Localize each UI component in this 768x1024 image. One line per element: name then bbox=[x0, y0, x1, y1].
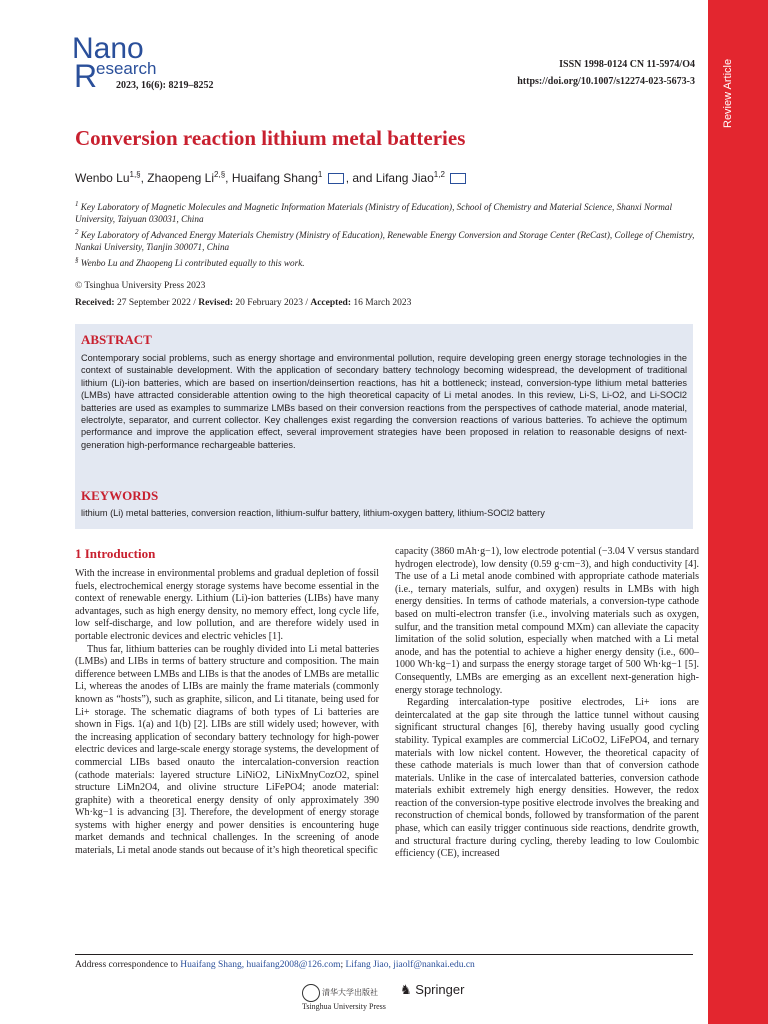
article-dates bbox=[75, 298, 411, 308]
correspondence-name[interactable]: Huaifang Shang bbox=[180, 960, 242, 970]
accepted-date: 16 March 2023 bbox=[350, 298, 412, 308]
issn: ISSN 1998-0124 CN 11-5974/O4 bbox=[559, 59, 695, 70]
journal-logo-research: esearch bbox=[96, 59, 157, 78]
affiliation bbox=[75, 226, 695, 253]
body-column-right bbox=[395, 546, 699, 861]
abstract-heading: ABSTRACT bbox=[81, 332, 152, 347]
affiliation-sup: § bbox=[75, 256, 79, 265]
section-heading: 1 Introduction bbox=[75, 546, 156, 561]
received-date: 27 September 2022 / bbox=[114, 298, 199, 308]
journal-citation: 2023, 16(6): 8219–8252 bbox=[116, 80, 214, 91]
abstract-box bbox=[75, 324, 693, 529]
author-name: Wenbo Lu bbox=[75, 171, 130, 185]
email-icon[interactable] bbox=[328, 173, 344, 184]
article-type-label: Review Article bbox=[722, 58, 734, 128]
affiliation bbox=[75, 254, 695, 269]
correspondence-email[interactable]: , jiaolf@nankai.edu.cn bbox=[388, 960, 475, 970]
keywords-text: lithium (Li) metal batteries, conversion reaction, lithium-sulfur battery, lithium-oxygen battery, lithium-SOCl2 battery bbox=[81, 508, 545, 518]
email-icon[interactable] bbox=[450, 173, 466, 184]
correspondence-footnote bbox=[75, 960, 475, 970]
springer-name: Springer bbox=[415, 982, 465, 997]
correspondence-name[interactable]: Lifang Jiao bbox=[345, 960, 389, 970]
footnote-separator: ; bbox=[340, 960, 346, 970]
correspondence-email[interactable]: , huaifang2008@126.com bbox=[241, 960, 341, 970]
author-sup: 1,2 bbox=[433, 170, 445, 179]
revised-label: Revised: bbox=[198, 298, 234, 308]
journal-logo-nano: Nano bbox=[72, 32, 144, 65]
affiliation-text: Wenbo Lu and Zhaopeng Li contributed equally to this work. bbox=[80, 258, 305, 269]
springer-logo bbox=[400, 982, 464, 998]
doi-link[interactable]: https://doi.org/10.1007/s12274-023-5673-3 bbox=[517, 76, 695, 87]
article-title: Conversion reaction lithium metal batteries bbox=[75, 126, 466, 150]
body-paragraph: With the increase in environmental problems and gradual depletion of fossil fuels, electrochemical energy storage systems have become essential in the context of renewable energy. Lithium (Li)-ion batteries (LIBs) have many advantages, such as high energy density, no memory effect, long cycle life, low self-discharge, and low pollution, and are therefore widely used in portable electronic devices and electric vehicles [1]. bbox=[75, 568, 379, 642]
author-sup: 1,§ bbox=[129, 170, 141, 179]
body-column-left bbox=[75, 546, 379, 858]
author-separator: , bbox=[225, 171, 232, 185]
tsinghua-logo bbox=[302, 984, 392, 1011]
body-paragraph: capacity (3860 mAh·g−1), low electrode potential (−3.04 V versus standard hydrogen electrode), low density (0.59 g·cm−3), and high conductivity [4]. The use of a Li metal anode combined with appropriate cathode materials (i.e., ternary materials, sulfur, and oxygen) results in LMBs with high energy densities. In terms of cathode materials, a conversion-type cathode based on multi-electron transfer (i.e., involving materials such as oxygen, sulfur, and the transition metal compound MXm) can alleviate the capacity limitation of the solid solution, especially when matched with a Li metal anode, and has the potential to achieve a higher energy density (i.e., 600–1000 Wh·kg−1) and surpass the energy storage target of 500 Wh·kg−1 [5]. Consequently, LMBs are emerging as an excellent next-generation high-energy storage technology. bbox=[395, 546, 699, 696]
author-separator: , bbox=[140, 171, 148, 185]
affiliation bbox=[75, 198, 695, 225]
keywords-heading: KEYWORDS bbox=[81, 488, 159, 503]
footnote-divider bbox=[75, 954, 693, 955]
author-separator: , and bbox=[345, 171, 376, 185]
body-paragraph: Regarding intercalation-type positive electrodes, Li+ ions are deintercalated at the gap site through the lattice tunnel without causing significant structural changes [6], thereby having usually good cycling stability. Typical examples are commercial LiCoO2, LiFePO4, and ternary materials with low nickel content. However, the theoretical capacity of these cathode materials is much lower than that of conversion cathode materials. Unlike in the case of intercalated batteries, conversion cathode materials exhibit extremely high energy densities. However, the redox reaction of the conversion-type positive electrode involves the breaking and reconstruction of chemical bonds, followed by transformation of the parent phase, which can easily trigger continuous side reactions, dendrite growth, and structural fracture during cycling, thereby leading to low Coulombic efficiency (CE), increased bbox=[395, 697, 699, 860]
author-sup: 1 bbox=[317, 170, 323, 179]
affiliation-text: Key Laboratory of Magnetic Molecules and Magnetic Information Materials (Ministry of Education), School of Chemistry and Material Science, Shanxi Normal University, Taiyuan 030031, China bbox=[75, 202, 673, 225]
affiliation-text: Key Laboratory of Advanced Energy Materials Chemistry (Ministry of Education), Renewable Energy Conversion and Storage Center (ReCast), College of Chemistry, Nankai University, Tianjin 300071, China bbox=[75, 230, 695, 253]
springer-horse-icon: ♞ bbox=[400, 982, 412, 997]
body-paragraph: Thus far, lithium batteries can be roughly divided into Li metal batteries (LMBs) and LIBs in terms of battery structure and composition. The main difference between LMBs and LIBs is that the anodes of LMBs are metallic Li, whereas the anodes of LIBs are mainly the frame materials (commonly known as “hosts”), such as graphite, silicon, and Li titanate, being used for Li+ storage. The schematic diagrams of both types of Li batteries are shown in Figs. 1(a) and 1(b) [2]. LIBs are still widely used; however, with the increasing application of secondary battery technology for high-power electric devices and large-scale energy storage systems, the development of commercial LIBs based onauto the intercalation-conversion reaction (cathode materials: layered structure LiNiO2, LiNixMnyCozO2, spinel structure LiMn2O4, and olivine structure LiFePO4; anode material: graphite) with a theoretical energy density of only approximately 390 Wh·kg−1 is advancing [3]. Therefore, the development of energy storage systems with higher energy and power densities is encountering huge market demands and technical challenges. In the screening of anode materials, Li metal anode stands out because of it’s high theoretical specific bbox=[75, 643, 379, 857]
side-color-bar bbox=[708, 0, 768, 1024]
copyright: © Tsinghua University Press 2023 bbox=[75, 281, 206, 291]
revised-date: 20 February 2023 / bbox=[233, 298, 311, 308]
author-name: Huaifang Shang bbox=[231, 171, 318, 185]
received-label: Received: bbox=[75, 298, 115, 308]
affiliation-sup: 2 bbox=[75, 228, 79, 237]
author-name: Lifang Jiao bbox=[375, 171, 434, 185]
tsinghua-seal-icon bbox=[302, 984, 320, 1002]
abstract-text: Contemporary social problems, such as energy shortage and environmental pollution, require developing green energy storage technologies in the context of sustainable development. With the application of secondary battery technology becoming widespread, the development of traditional lithium (Li)-ion batteries, which are based on insertion/deinsertion reactions, has hit a bottleneck; instead, conversion-type lithium metal batteries (LMBs) have attracted considerable attention owing to the high theoretical capacity of Li metal anodes. In this review, Li-S, Li-O2, and Li-SOCl2 batteries are used as examples to summarize LMBs based on their conversion reactions from the perspectives of cathode material, anode material, electrolyte, separator, and current collector. Key challenges exist regarding the conversion reactions of various batteries. To achieve the optimum performance and improve the application effect, several improvement strategies have been proposed in relation to reasonable designs of next-generation high-performance rechargeable batteries. bbox=[81, 353, 687, 450]
accepted-label: Accepted: bbox=[310, 298, 351, 308]
author-sup: 2,§ bbox=[214, 170, 226, 179]
footnote-prefix: Address correspondence to bbox=[75, 960, 181, 970]
journal-logo-r: R bbox=[74, 58, 98, 94]
author-name: Zhaopeng Li bbox=[147, 171, 215, 185]
affiliation-sup: 1 bbox=[75, 200, 79, 208]
affiliations bbox=[75, 198, 695, 270]
tsinghua-name: 清华大学出版社 Tsinghua University Press bbox=[302, 987, 386, 1011]
author-list bbox=[75, 170, 468, 185]
